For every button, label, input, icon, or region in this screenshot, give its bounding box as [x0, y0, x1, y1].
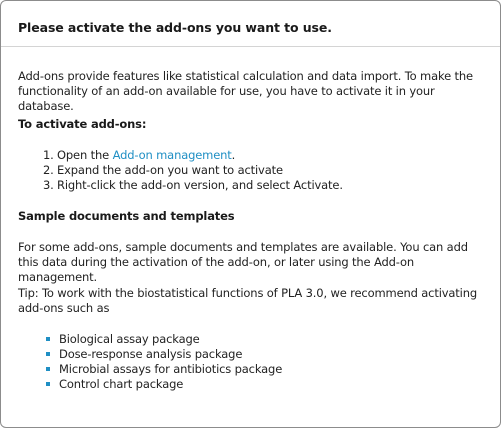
list-item [46, 347, 282, 362]
bullet-icon [46, 367, 50, 371]
activation-steps-list [43, 148, 343, 193]
package-name: Microbial assays for antibiotics package [59, 362, 283, 376]
bullet-icon [46, 352, 50, 356]
list-item [46, 377, 282, 392]
intro-text: Add-ons provide features like statistical calculation and data import. To make the functionality of an add-on available for use, you have to activate it in your database. [18, 69, 473, 113]
samples-heading: Sample documents and templates [18, 209, 235, 223]
step-number: 3. [43, 178, 54, 192]
step-text: Right-click the add-on version, and select Activate. [57, 178, 343, 192]
activate-heading: To activate add-ons: [18, 117, 147, 131]
step-text-suffix: . [231, 148, 236, 162]
bullet-icon [46, 337, 50, 341]
list-item [43, 163, 343, 178]
step-number: 1. [43, 148, 54, 162]
step-text: Expand the add-on you want to activate [57, 163, 283, 177]
bullet-icon [46, 382, 50, 386]
add-on-management-link[interactable]: Add-on management [112, 148, 232, 162]
step-number: 2. [43, 163, 54, 177]
step-text: Open the [57, 148, 113, 162]
list-item [46, 332, 282, 347]
list-item [43, 148, 343, 163]
package-name: Dose-response analysis package [59, 347, 243, 361]
dialog-header [1, 1, 500, 47]
list-item [43, 178, 343, 193]
list-item [46, 362, 282, 377]
dialog-title: Please activate the add-ons you want to use. [18, 20, 332, 35]
tip-text: Tip: To work with the biostatistical functions of PLA 3.0, we recommend activating add-ons such as [18, 286, 478, 315]
recommended-packages-list [46, 332, 282, 392]
package-name: Biological assay package [59, 332, 200, 346]
package-name: Control chart package [59, 377, 184, 391]
samples-text: For some add-ons, sample documents and templates are available. You can add this data during the activation of the add-on, or later using the Add-on management. [18, 240, 468, 284]
